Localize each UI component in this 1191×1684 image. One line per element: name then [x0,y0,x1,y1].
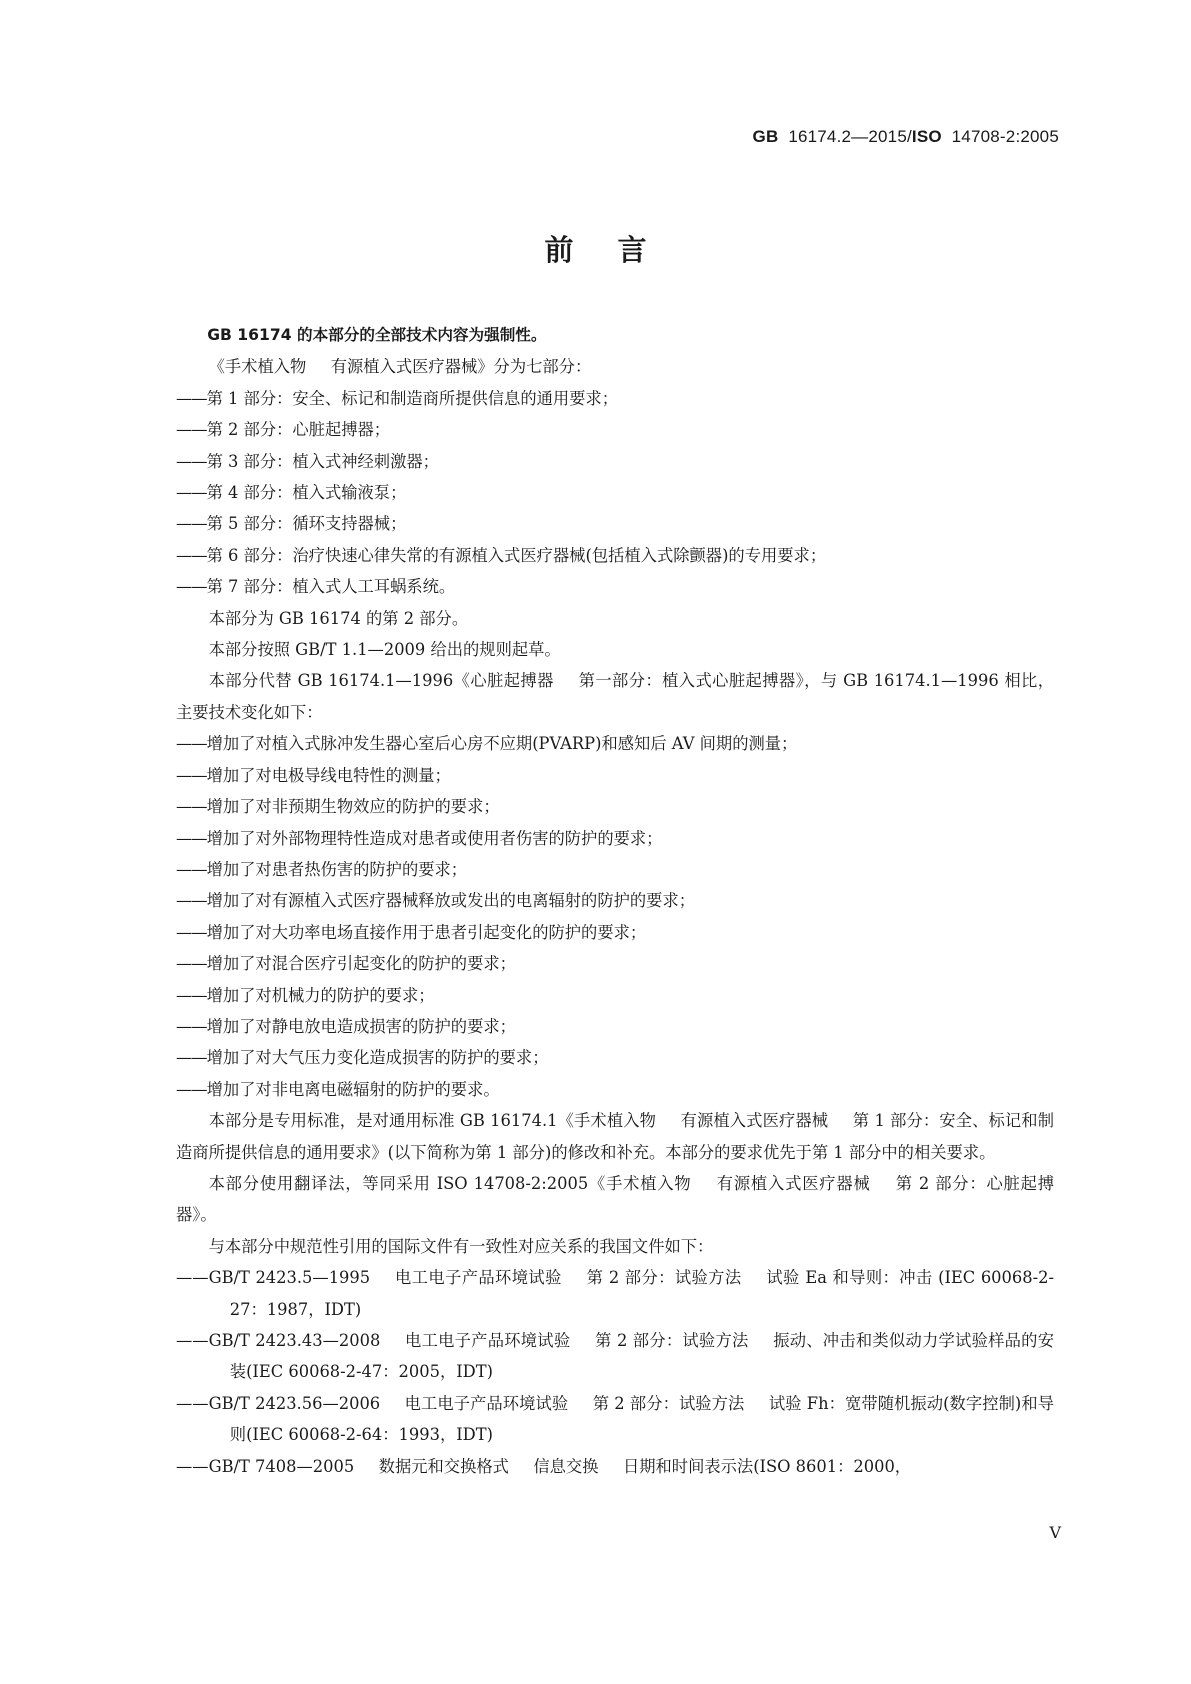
mandatory-statement: GB 16174 的本部分的全部技术内容为强制性。 [207,326,547,344]
translation-b: 有源植入式医疗器械 [715,1173,871,1193]
reference-title-3: 日期和时间表示法(ISO 8601：2000， [622,1456,912,1476]
change-item [176,885,1054,916]
change-item [176,1074,1054,1105]
reference-title-2: 第 2 部分：试验方法 [586,1268,742,1288]
series-intro-b: 有源植入式医疗器械》分为七部分： [330,357,592,377]
part-item [176,540,1054,571]
change-item [176,1042,1054,1073]
dash-mark: —— [176,859,207,879]
reference-code: GB/T 2423.5—1995 [208,1268,371,1288]
replace-a: 本部分代替 GB 16174.1—1996《心脏起搏器 [208,671,554,691]
translation-a: 本部分使用翻译法，等同采用 ISO 14708-2:2005《手术植入物 [208,1173,692,1193]
reference-item [176,1262,1054,1325]
reference-title-2: 第 2 部分：试验方法 [594,1331,749,1350]
page-number: V [1049,1523,1061,1542]
dash-mark: —— [176,765,207,785]
change-item [176,854,1054,885]
change-text: 增加了对植入式脉冲发生器心室后心房不应期(PVARP)和感知后 AV 间期的测量； [206,734,798,754]
reference-title-1: 电工电子产品环境试验 [404,1393,569,1413]
dash-mark: —— [176,577,207,597]
change-text: 增加了对非电离电磁辐射的防护的要求。 [206,1079,500,1099]
change-item [176,948,1054,979]
dash-mark: —— [176,891,207,911]
reference-title-1: 电工电子产品环境试验 [394,1268,562,1288]
dash-mark: —— [176,1016,207,1036]
dash-mark: —— [176,420,207,440]
change-text: 增加了对大功率电场直接作用于患者引起变化的防护的要求； [206,922,647,942]
change-text: 增加了对机械力的防护的要求； [206,985,435,1005]
dash-mark: —— [176,1048,207,1068]
dash-mark: —— [176,734,207,754]
part-text: 第 1 部分：安全、标记和制造商所提供信息的通用要求； [206,388,619,408]
reference-item [176,1325,1054,1388]
dash-mark: —— [176,514,207,534]
change-item [176,728,1054,759]
reference-item [176,1388,1054,1451]
part-text: 第 6 部分：治疗快速心律失常的有源植入式医疗器械(包括植入式除颤器)的专用要求； [206,545,827,565]
dash-mark: —— [176,954,207,974]
reference-item [176,1451,1054,1482]
dash-mark: —— [176,1268,209,1288]
reference-title-1: 数据元和交换格式 [378,1456,509,1476]
series-intro-a: 《手术植入物 [208,357,307,377]
dash-mark: —— [176,1456,209,1476]
dash-mark: —— [176,1331,209,1350]
reference-code: GB/T 2423.56—2006 [208,1393,381,1413]
reference-title-3: 试验 Ea 和导则：冲击 (IEC 60068-2-27：1987，IDT) [229,1268,1054,1319]
change-text: 增加了对混合医疗引起变化的防护的要求； [206,954,516,974]
part-text: 第 5 部分：循环支持器械； [206,514,407,534]
change-item [176,980,1054,1011]
reference-code: GB/T 7408—2005 [208,1456,355,1476]
dash-mark: —— [176,1393,209,1413]
header-gb-number: 16174.2—2015/ [788,127,912,146]
change-text: 增加了对电极导线电特性的测量； [206,765,451,785]
part-item [176,414,1054,445]
part-text: 第 2 部分：心脏起搏器； [206,420,391,440]
change-text: 增加了对大气压力变化造成损害的防护的要求； [206,1048,549,1068]
foreword-body [176,320,1054,1482]
part-text: 第 3 部分：植入式神经刺激器； [206,451,439,471]
dash-mark: —— [176,1079,207,1099]
reference-title-2: 信息交换 [533,1456,599,1476]
dash-mark: —— [176,483,207,503]
change-item [176,791,1054,822]
change-item [176,823,1054,854]
dash-mark: —— [176,797,207,817]
reference-code: GB/T 2423.43—2008 [208,1331,381,1350]
change-item [176,760,1054,791]
change-text: 增加了对有源植入式医疗器械释放或发出的电离辐射的防护的要求； [206,891,696,911]
special-c: 第 1 部分：安全、标记和制造商所提供信息的通用要求》(以下简称为第 1 部分)的修改和补充。本部分的要求优先于第 1 部分中的相关要求。 [176,1111,1054,1162]
change-text: 增加了对患者热伤害的防护的要求； [206,859,468,879]
header-iso: ISO [911,127,942,146]
translation-c: 第 2 部分：心脏起搏器》。 [176,1173,1054,1225]
page-title: 前言 [544,233,691,267]
reference-title-3: 振动、冲击和类似动力学试验样品的安装(IEC 60068-2-47：2005，IDT) [229,1331,1054,1382]
replace-b: 第一部分：植入式心脏起搏器》，与 GB 16174.1—1996 相比，主要技术变化如下： [176,671,1054,722]
series-intro [176,351,1054,382]
reference-title-3: 试验 Fh：宽带随机振动(数字控制)和导则(IEC 60068-2-64：1993，IDT) [229,1393,1054,1445]
dash-mark: —— [176,828,207,848]
change-item [176,917,1054,948]
references-intro: 与本部分中规范性引用的国际文件有一致性对应关系的我国文件如下： [208,1236,714,1256]
standard-code-header [753,127,1059,147]
part-item [176,446,1054,477]
reference-title-2: 第 2 部分：试验方法 [592,1393,745,1413]
replacement-statement [176,665,1054,728]
part-item [176,383,1054,414]
special-standard-statement [176,1105,1054,1168]
dash-mark: —— [176,451,207,471]
part-item [176,477,1054,508]
special-a: 本部分是专用标准，是对通用标准 GB 16174.1《手术植入物 [208,1111,657,1131]
header-iso-number: 14708-2:2005 [951,127,1059,146]
part-item [176,508,1054,539]
reference-title-1: 电工电子产品环境试验 [404,1331,571,1350]
drafting-statement: 本部分按照 GB/T 1.1—2009 给出的规则起草。 [208,640,561,660]
part-text: 第 4 部分：植入式输液泵； [206,483,407,503]
header-gb: GB [752,127,779,146]
change-item [176,1011,1054,1042]
translation-statement [176,1168,1054,1231]
change-text: 增加了对非预期生物效应的防护的要求； [206,797,500,817]
part-item [176,571,1054,602]
change-text: 增加了对静电放电造成损害的防护的要求； [206,1016,516,1036]
dash-mark: —— [176,922,207,942]
change-text: 增加了对外部物理特性造成对患者或使用者伤害的防护的要求； [206,828,663,848]
part-of-statement: 本部分为 GB 16174 的第 2 部分。 [208,608,469,628]
special-b: 有源植入式医疗器械 [680,1111,829,1131]
part-text: 第 7 部分：植入式人工耳蜗系统。 [206,577,456,597]
dash-mark: —— [176,545,207,565]
dash-mark: —— [176,985,207,1005]
dash-mark: —— [176,388,207,408]
